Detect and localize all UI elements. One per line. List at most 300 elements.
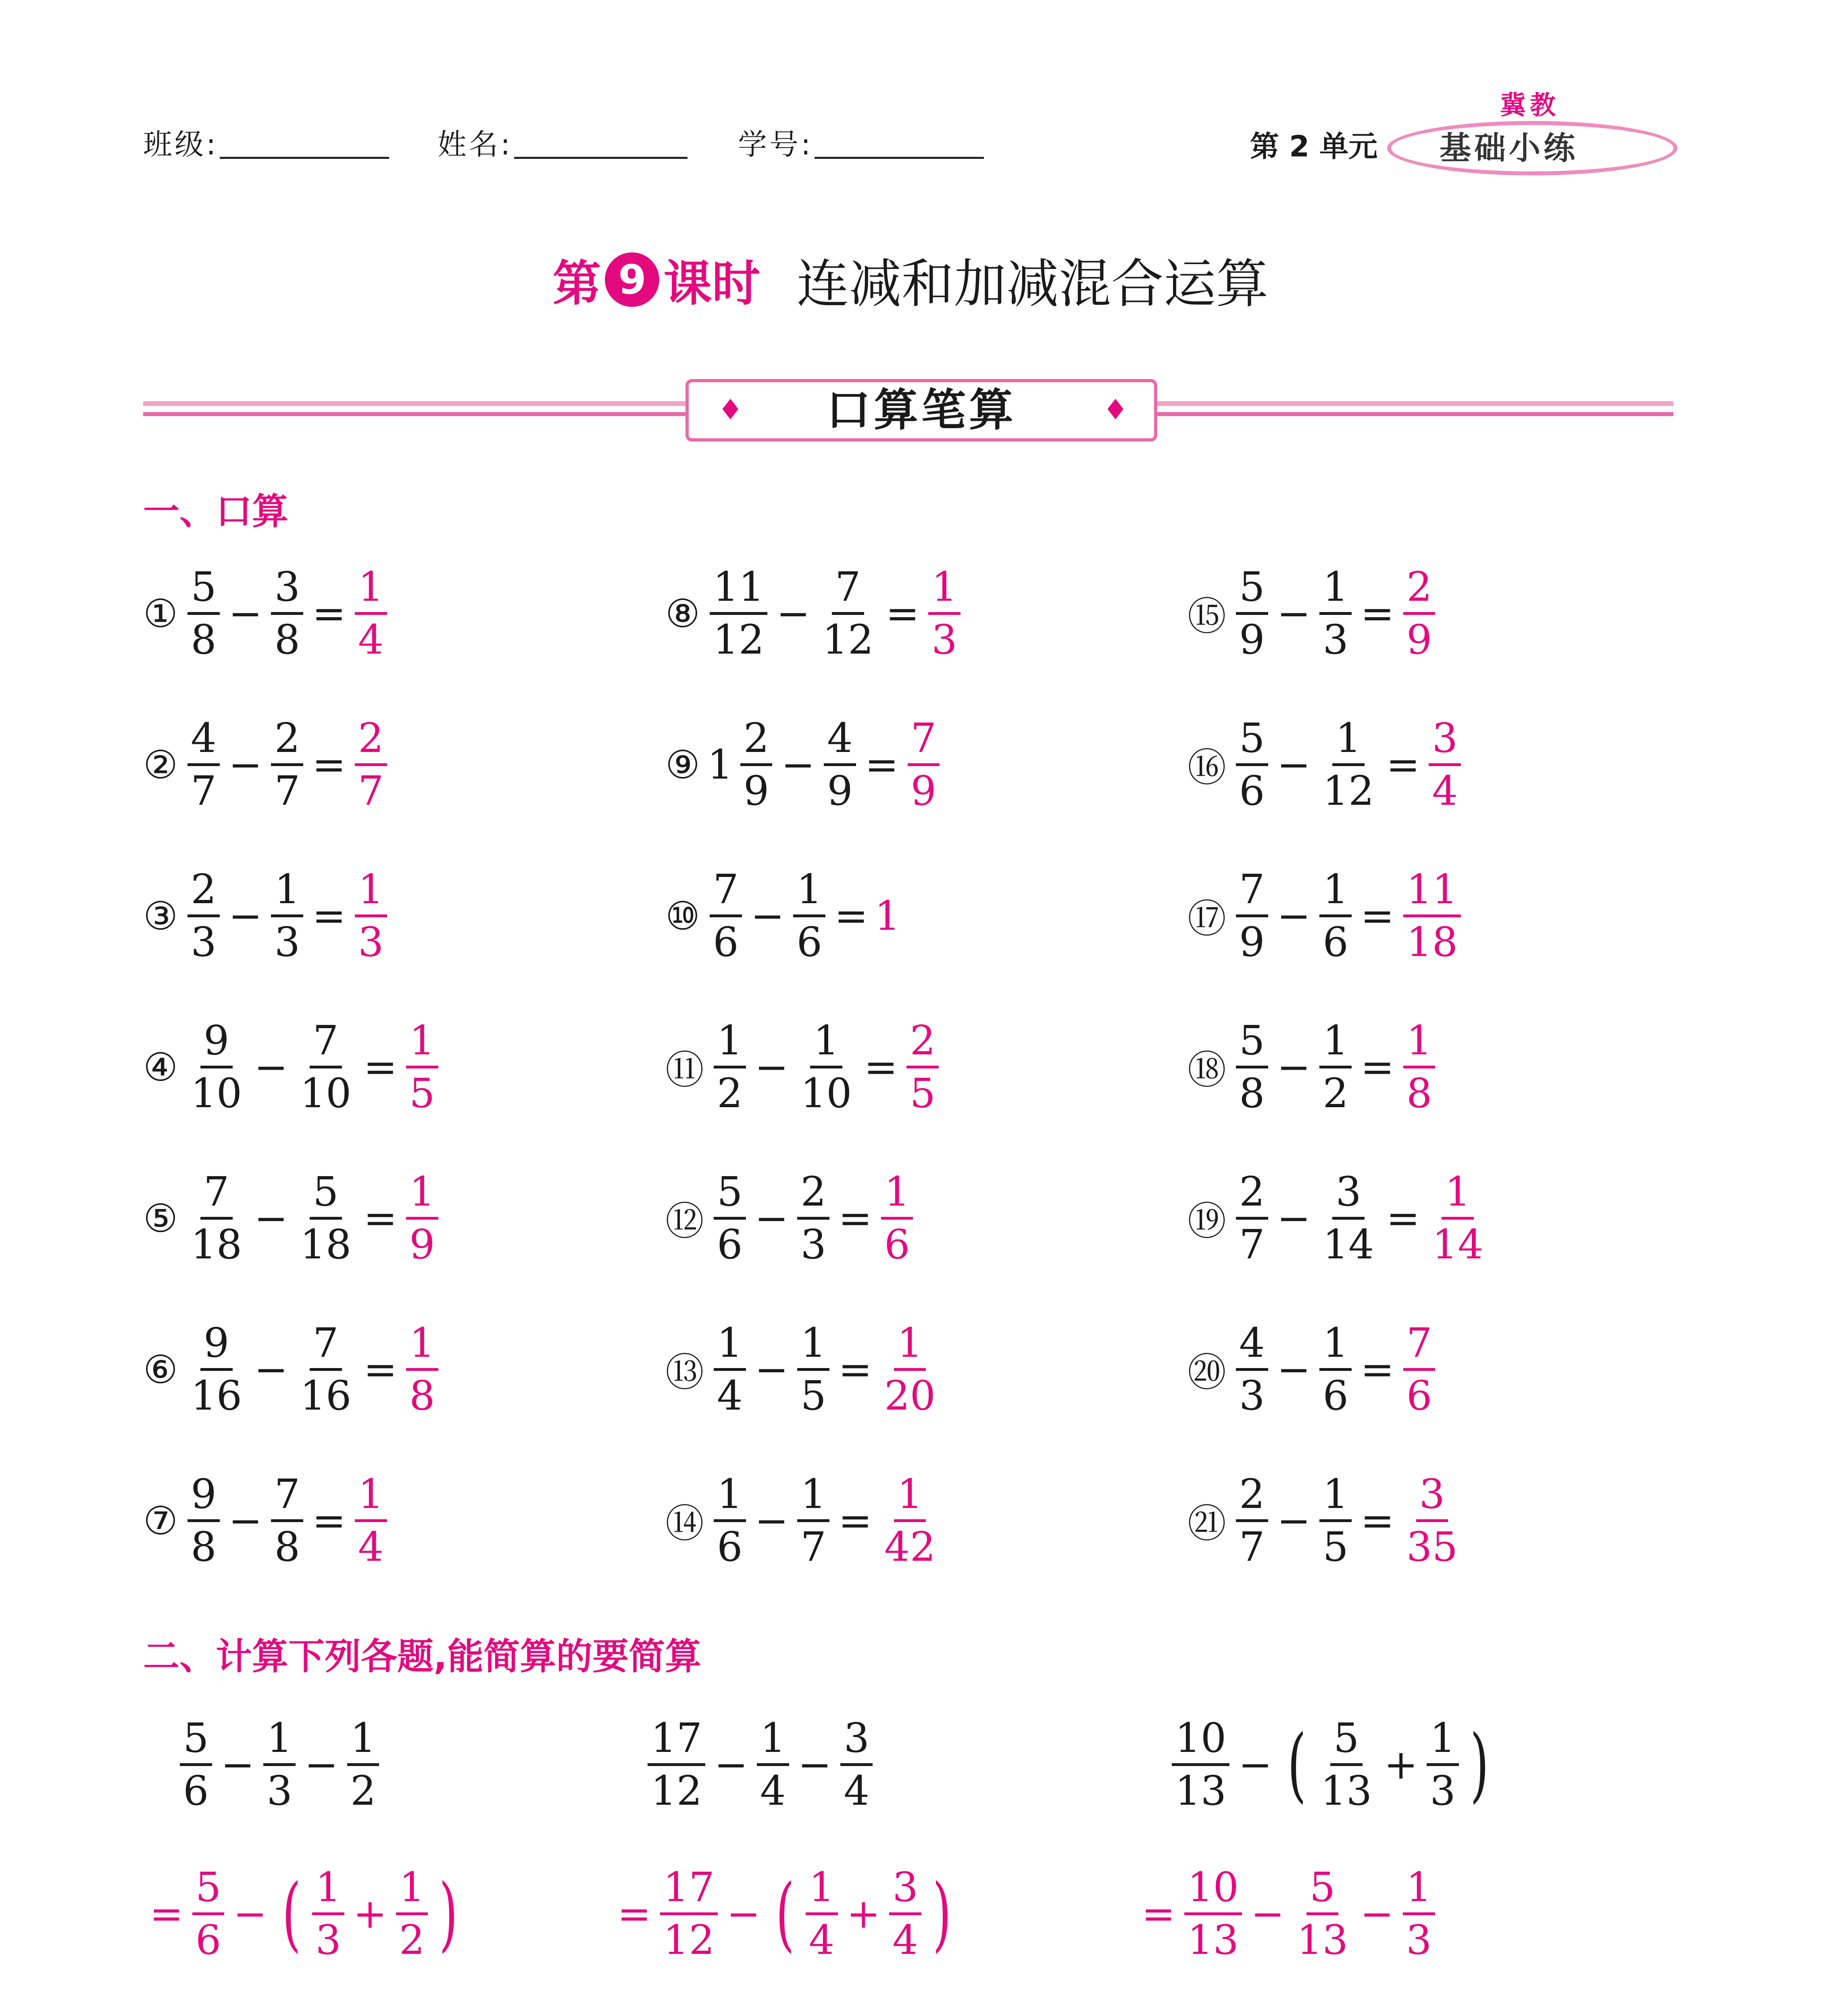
- denominator: 18: [1406, 918, 1458, 966]
- fraction: [188, 564, 220, 662]
- fraction: [1319, 564, 1352, 662]
- fraction: [1319, 1472, 1352, 1570]
- name-label: 姓名:: [438, 127, 513, 161]
- numerator: 1: [312, 1865, 344, 1915]
- banner-band-right: [1155, 401, 1673, 406]
- title-prefix: 第: [552, 256, 601, 312]
- operand: [817, 564, 879, 662]
- equals-sign: =: [1361, 892, 1394, 939]
- numerator: 1: [1319, 1018, 1352, 1068]
- problem-question: [645, 1716, 875, 1814]
- operand: [269, 716, 306, 814]
- section1-heading: 一、口算: [143, 490, 288, 533]
- operand: [711, 1169, 748, 1267]
- denominator: 3: [1430, 1767, 1456, 1814]
- operand: [707, 867, 744, 965]
- operand: [1233, 564, 1271, 662]
- denominator: 10: [300, 1070, 352, 1117]
- denominator: 2: [399, 1916, 425, 1964]
- denominator: 6: [1239, 767, 1265, 814]
- denominator: 6: [884, 1221, 910, 1268]
- equals-sign: =: [312, 892, 346, 939]
- fraction: [297, 1018, 354, 1116]
- fraction: [881, 1472, 939, 1570]
- equals-sign: =: [617, 1890, 651, 1937]
- fraction: [1184, 1865, 1242, 1963]
- numerator: 10: [1184, 1865, 1242, 1915]
- item-number: ⑪: [665, 1048, 704, 1093]
- fraction: [1403, 1865, 1435, 1963]
- fraction: [889, 1865, 921, 1963]
- item-number: ⑦: [143, 1498, 178, 1543]
- answer: [926, 564, 963, 662]
- fraction: [1236, 1169, 1268, 1267]
- numerator: 2: [271, 716, 303, 766]
- oral-item: [143, 564, 390, 662]
- operator: −: [754, 1497, 789, 1544]
- parenthesis: ): [1470, 1717, 1489, 1812]
- denominator: 18: [191, 1221, 242, 1268]
- operand: [185, 1320, 248, 1418]
- operator: −: [1277, 1497, 1311, 1544]
- denominator: 4: [808, 1916, 835, 1964]
- fraction: [1236, 1018, 1268, 1116]
- parenthesis: (: [775, 1866, 795, 1961]
- operand: [185, 1018, 248, 1116]
- denominator: 12: [1323, 767, 1374, 814]
- numerator: 1: [757, 1716, 789, 1766]
- operand: [185, 867, 222, 965]
- numerator: 2: [740, 716, 773, 766]
- denominator: 10: [191, 1070, 242, 1117]
- denominator: 16: [300, 1372, 352, 1419]
- denominator: 3: [1239, 1372, 1265, 1419]
- numerator: 7: [1236, 867, 1268, 917]
- numerator: 7: [1403, 1320, 1436, 1371]
- oral-item: [143, 1169, 441, 1267]
- operand: [711, 1472, 748, 1570]
- numerator: 1: [797, 1320, 829, 1371]
- fraction: [793, 867, 825, 965]
- answer: [1426, 716, 1463, 814]
- numerator: 2: [188, 867, 220, 917]
- denominator: 8: [274, 616, 300, 663]
- operator: −: [754, 1043, 789, 1091]
- item-number: ①: [143, 591, 178, 636]
- item-number: ⑱: [1188, 1048, 1226, 1093]
- numerator: 7: [271, 1472, 303, 1522]
- operator: −: [714, 1741, 748, 1788]
- numerator: 11: [710, 564, 767, 615]
- operand: [269, 1472, 306, 1570]
- operand: [707, 716, 775, 814]
- equals-sign: =: [1361, 1043, 1394, 1091]
- numerator: 5: [192, 1865, 225, 1915]
- fraction: [710, 564, 767, 662]
- numerator: 5: [1330, 1716, 1363, 1766]
- operand: [1317, 716, 1379, 814]
- numerator: 11: [1403, 867, 1461, 917]
- operand: [1317, 1018, 1354, 1116]
- fraction: [1429, 716, 1461, 814]
- denominator: 7: [1239, 1221, 1265, 1268]
- numerator: 1: [355, 564, 387, 615]
- operator: −: [754, 1195, 789, 1242]
- equals-sign: =: [865, 741, 899, 788]
- numerator: 1: [894, 1320, 926, 1371]
- fraction: [840, 1716, 873, 1814]
- operand: [1317, 1169, 1379, 1267]
- numerator: 1: [347, 1716, 379, 1766]
- equals-sign: =: [363, 1195, 398, 1242]
- oral-item: [143, 1472, 390, 1570]
- banner-band-left-2: [143, 412, 688, 416]
- banner-band-right-2: [1155, 412, 1673, 416]
- item-number: ⑲: [1188, 1199, 1226, 1244]
- numerator: 17: [660, 1865, 718, 1915]
- numerator: 1: [263, 1716, 296, 1766]
- fraction: [714, 1018, 746, 1116]
- numerator: 1: [1403, 1018, 1436, 1068]
- parenthesis: (: [282, 1866, 301, 1961]
- fraction: [648, 1716, 705, 1814]
- oral-item: [143, 867, 390, 965]
- answer: [879, 1472, 941, 1570]
- fraction: [1172, 1716, 1229, 1814]
- operand: [185, 564, 222, 662]
- denominator: 4: [1432, 767, 1458, 814]
- operand: [294, 1169, 357, 1267]
- numerator: 5: [1236, 564, 1268, 615]
- oral-item: [143, 1018, 441, 1116]
- item-number: ⑥: [143, 1347, 178, 1392]
- fraction: [192, 1865, 225, 1963]
- operand: [185, 1472, 222, 1570]
- banner-band-left: [143, 401, 688, 406]
- denominator: 4: [892, 1916, 918, 1964]
- numerator: 7: [310, 1320, 342, 1371]
- answer: [352, 564, 390, 662]
- denominator: 6: [713, 918, 739, 966]
- operand: [1233, 716, 1271, 814]
- operand: [1233, 1472, 1271, 1570]
- denominator: 6: [717, 1221, 743, 1268]
- numerator: 2: [1403, 564, 1436, 615]
- section2-heading: 二、计算下列各题,能简算的要简算: [143, 1635, 702, 1678]
- oral-item: [665, 1169, 915, 1267]
- fraction: [1317, 1716, 1375, 1814]
- denominator: 9: [1406, 616, 1432, 663]
- denominator: 10: [800, 1070, 852, 1117]
- answer: [905, 716, 942, 814]
- oral-item: [1188, 1472, 1463, 1570]
- answer: [1401, 867, 1463, 965]
- fraction: [1236, 564, 1268, 662]
- operator: −: [254, 1346, 288, 1393]
- numerator: 10: [1172, 1716, 1229, 1766]
- numerator: 2: [906, 1018, 939, 1068]
- numerator: 5: [188, 564, 220, 615]
- denominator: 3: [274, 918, 300, 966]
- fraction: [1403, 1018, 1436, 1116]
- equals-sign: =: [838, 1346, 872, 1393]
- fraction: [188, 1320, 245, 1418]
- numerator: 1: [793, 867, 825, 917]
- numerator: 1: [714, 1018, 746, 1068]
- parenthesis: (: [1287, 1717, 1306, 1812]
- numerator: 3: [840, 1716, 873, 1766]
- fraction: [797, 1018, 855, 1116]
- unit-label: 第 2 单元: [1250, 129, 1378, 163]
- problem-question: [177, 1716, 381, 1814]
- numerator: 1: [406, 1018, 438, 1068]
- denominator: 3: [931, 616, 957, 663]
- equals-sign: =: [1386, 741, 1420, 788]
- denominator: 13: [1321, 1767, 1372, 1814]
- denominator: 13: [1187, 1916, 1239, 1964]
- denominator: 9: [910, 767, 937, 814]
- parenthesis: ): [439, 1866, 458, 1961]
- operand: [269, 867, 306, 965]
- operator: −: [776, 590, 810, 637]
- fraction: [660, 1865, 718, 1963]
- operand: [821, 716, 858, 814]
- fraction: [1403, 867, 1461, 965]
- id-field[interactable]: [738, 121, 984, 163]
- operator: −: [1238, 1741, 1273, 1788]
- numerator: 1: [396, 1865, 428, 1915]
- item-number: ⑬: [665, 1350, 704, 1395]
- fraction: [406, 1320, 438, 1418]
- fraction: [263, 1716, 296, 1814]
- item-number: ②: [143, 742, 178, 787]
- equals-sign: =: [1361, 1497, 1394, 1544]
- numerator: 7: [710, 867, 742, 917]
- denominator: 9: [409, 1221, 435, 1268]
- denominator: 8: [191, 616, 217, 663]
- fraction: [396, 1865, 428, 1963]
- operator: +: [353, 1890, 387, 1937]
- fraction: [710, 867, 742, 965]
- solution-step: [143, 1865, 467, 1963]
- fraction: [271, 867, 303, 965]
- numerator: 3: [1332, 1169, 1365, 1220]
- numerator: 1: [797, 1472, 829, 1522]
- fraction: [1403, 564, 1436, 662]
- denominator: 2: [350, 1767, 376, 1814]
- operator: −: [798, 1741, 832, 1788]
- oral-item: [665, 867, 905, 965]
- fraction: [188, 1018, 245, 1116]
- operator: −: [254, 1043, 288, 1091]
- numerator: 1: [1319, 867, 1352, 917]
- numerator: 1: [406, 1320, 438, 1371]
- numerator: 3: [1416, 1472, 1448, 1522]
- fraction: [928, 564, 961, 662]
- denominator: 4: [844, 1767, 870, 1814]
- oral-item: [665, 716, 942, 814]
- denominator: 12: [713, 616, 765, 663]
- numerator: 9: [200, 1018, 233, 1068]
- oral-item: [1188, 1320, 1438, 1418]
- numerator: 5: [310, 1169, 342, 1220]
- fraction: [188, 716, 220, 814]
- denominator: 2: [1323, 1070, 1349, 1117]
- denominator: 12: [822, 616, 874, 663]
- operator: −: [1277, 1043, 1311, 1091]
- denominator: 6: [717, 1523, 743, 1570]
- operand: [707, 564, 770, 662]
- oral-item: [665, 1320, 941, 1418]
- denominator: 6: [1406, 1372, 1432, 1419]
- answer: [1401, 564, 1438, 662]
- answer: [879, 1320, 941, 1418]
- answer: [1401, 1320, 1438, 1418]
- oral-item: [1188, 1018, 1438, 1116]
- oral-item: [665, 1472, 941, 1570]
- operator: −: [1251, 1890, 1285, 1937]
- operator: −: [1277, 892, 1311, 939]
- operator: −: [750, 892, 785, 939]
- equals-sign: =: [312, 741, 346, 788]
- numerator: 1: [1319, 1472, 1352, 1522]
- fraction: [1319, 1169, 1377, 1267]
- item-number: ③: [143, 893, 178, 939]
- operand: [1317, 1472, 1354, 1570]
- numerator: 1: [355, 867, 387, 917]
- answer: [404, 1320, 441, 1418]
- denominator: 2: [717, 1070, 743, 1117]
- denominator: 8: [409, 1372, 435, 1419]
- numerator: 1: [806, 1865, 838, 1915]
- answer: [352, 867, 390, 965]
- fraction: [271, 716, 303, 814]
- oral-item: [143, 1320, 441, 1418]
- answer: [1426, 1169, 1489, 1267]
- fraction: [908, 716, 940, 814]
- numerator: 2: [1236, 1169, 1268, 1220]
- equals-sign: =: [312, 1497, 346, 1544]
- oral-item: [1188, 716, 1463, 814]
- denominator: 9: [827, 767, 853, 814]
- publisher-label: 冀教: [1500, 91, 1560, 121]
- oral-item: [665, 1018, 941, 1116]
- class-blank[interactable]: [220, 157, 389, 159]
- numerator: 9: [188, 1472, 220, 1522]
- denominator: 3: [1323, 616, 1349, 663]
- item-number: ⑰: [1188, 896, 1226, 941]
- equals-sign: =: [864, 1043, 898, 1091]
- oral-item: [1188, 867, 1463, 965]
- denominator: 20: [884, 1372, 936, 1419]
- item-number: ⑯: [1188, 745, 1226, 790]
- answer: [904, 1018, 941, 1116]
- denominator: 7: [191, 767, 217, 814]
- fraction: [819, 564, 877, 662]
- fraction: [1427, 1716, 1459, 1814]
- operator: −: [228, 1497, 263, 1544]
- numerator: 1: [1403, 1865, 1435, 1915]
- fraction: [806, 1865, 838, 1963]
- operand: [795, 1169, 832, 1267]
- item-number: ㉑: [1188, 1501, 1226, 1546]
- fraction: [406, 1169, 438, 1267]
- denominator: 6: [183, 1767, 209, 1814]
- operator: −: [254, 1195, 288, 1242]
- fraction: [347, 1716, 379, 1814]
- fraction: [797, 1169, 829, 1267]
- denominator: 5: [409, 1070, 435, 1117]
- operand: [185, 716, 222, 814]
- numerator: 4: [188, 716, 220, 766]
- operand: [1317, 867, 1354, 965]
- fraction: [1429, 1169, 1486, 1267]
- fraction: [881, 1320, 939, 1418]
- denominator: 16: [191, 1372, 242, 1419]
- denominator: 7: [274, 767, 300, 814]
- fraction: [355, 1472, 387, 1570]
- operand: [791, 867, 828, 965]
- whole-number: 1: [707, 741, 733, 788]
- operand: [294, 1320, 357, 1418]
- denominator: 4: [760, 1767, 786, 1814]
- operand: [294, 1018, 357, 1116]
- fraction: [1319, 716, 1377, 814]
- fraction: [1319, 1320, 1352, 1418]
- denominator: 4: [358, 1523, 384, 1570]
- answer: [1401, 1472, 1463, 1570]
- denominator: 6: [1323, 1372, 1349, 1419]
- fraction: [714, 1169, 746, 1267]
- lesson-title: [0, 242, 1821, 317]
- item-number: ⑳: [1188, 1350, 1226, 1395]
- item-number: ⑤: [143, 1195, 178, 1241]
- denominator: 8: [1239, 1070, 1265, 1117]
- operand: [711, 1018, 748, 1116]
- denominator: 42: [884, 1523, 936, 1570]
- numerator: 4: [824, 716, 856, 766]
- operator: −: [1277, 590, 1311, 637]
- denominator: 9: [1239, 918, 1265, 966]
- numerator: 5: [714, 1169, 746, 1220]
- item-number: ⑨: [665, 742, 700, 787]
- solution-step: [611, 1865, 960, 1963]
- denominator: 8: [1406, 1070, 1432, 1117]
- operator: −: [754, 1346, 789, 1393]
- operand: [1233, 1018, 1271, 1116]
- operand: [711, 1320, 748, 1418]
- fraction: [1403, 1320, 1436, 1418]
- operator: −: [727, 1890, 760, 1937]
- name-blank[interactable]: [514, 157, 688, 159]
- id-blank[interactable]: [815, 157, 984, 159]
- fraction: [714, 1472, 746, 1570]
- fraction: [1403, 1472, 1461, 1570]
- fraction: [355, 564, 387, 662]
- answer: [404, 1018, 441, 1116]
- id-label: 学号:: [738, 127, 813, 161]
- fraction: [355, 867, 387, 965]
- denominator: 35: [1406, 1523, 1458, 1570]
- equals-sign: =: [312, 590, 346, 637]
- class-field[interactable]: [143, 121, 389, 163]
- numerator: 5: [1236, 1018, 1268, 1068]
- name-field[interactable]: [438, 121, 688, 163]
- operator: −: [1277, 1195, 1311, 1242]
- lesson-number-badge: 9: [605, 252, 659, 307]
- equals-sign: =: [1386, 1195, 1420, 1242]
- title-main: 连减和加减混合运算: [796, 253, 1269, 314]
